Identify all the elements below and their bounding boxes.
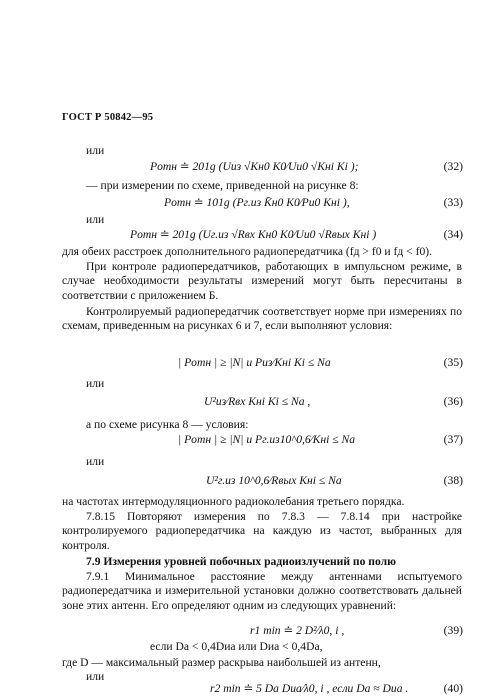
section-heading-7-9: 7.9 Измерения уровней побочных радиоизлучений по полю [86, 555, 396, 568]
equation-33: Pотн ≐ 101g (Pг.из K̄н0 K0⁄Pи0 Kнi ), [164, 196, 350, 209]
equation-number-32: (32) [443, 160, 463, 173]
text-ili-5: или [86, 670, 105, 683]
text-both-detunings: для обеих расстроек дополнительного радиопередатчика (fд > f0 и fд < f0). [62, 245, 433, 258]
equation-number-39: (39) [443, 624, 463, 637]
text-ili-3: или [86, 377, 105, 390]
equation-number-33: (33) [443, 196, 463, 209]
page-header: ГОСТ Р 50842—95 [62, 112, 154, 123]
condition-39: если Dа < 0,4Dиа или Dиа < 0,4Dа, [150, 640, 323, 653]
paragraph-7-8-15: 7.8.15 Повторяют измерения по 7.8.3 — 7.8.14 при настройке контролируемого радиопередатчика на каждую из частот, выбранных для контроля. [62, 510, 462, 552]
equation-number-38: (38) [443, 474, 463, 487]
paragraph-norm-conditions: Контролируемый радиопередатчик соответствует норме при измерениях по схемам, приведенным на рисунках 6 и 7, если выполняют условия: [62, 305, 462, 333]
equation-number-40: (40) [443, 682, 463, 695]
equation-35: | Pотн | ≥ |N| и Pиз⁄Kнi Ki ≤ Nа [178, 356, 331, 369]
equation-36: U²из⁄Rвх Kнi Ki ≤ Nа , [204, 395, 311, 408]
text-D-definition: где D — максимальный размер раскрыва наибольшей из антенн, [62, 656, 381, 669]
text-fig8-conditions: а по схеме рисунка 8 — условия: [86, 418, 249, 431]
equation-40: r2 min ≐ 5 Dа Dиа⁄λ0, i , если Dа ≈ Dиа . [210, 682, 409, 695]
equation-number-34: (34) [443, 228, 463, 241]
equation-37: | Pотн | ≥ |N| и Pг.из10^0,6⁄Kнi ≤ Nа [178, 433, 356, 446]
equation-number-37: (37) [443, 433, 463, 446]
text-ili-4: или [86, 455, 105, 468]
equation-32: Pотн ≐ 201g (Uиз √Kн0 K0⁄Uи0 √Kнi Ki ); [150, 160, 359, 173]
equation-39: r1 min ≐ 2 D²⁄λ0, i , [250, 624, 345, 637]
paragraph-7-9-1: 7.9.1 Минимальное расстояние между антеннами испытуемого радиопередатчика и измерительной установки должно соответствовать дальней зоне этих антенн. Его определяют одним из следующих уравнений: [62, 570, 462, 612]
equation-number-35: (35) [443, 356, 463, 369]
equation-number-36: (36) [443, 395, 463, 408]
text-intermod-freq: на частотах интермодуляционного радиоколебания третьего порядка. [62, 495, 405, 508]
text-ili-2: или [86, 213, 105, 226]
text-ili-1: или [86, 144, 105, 157]
paragraph-pulse-control: При контроле радиопередатчиков, работающих в импульсном режиме, в случае необходимости результаты измерений могут быть пересчитаны в соответствии с приложением Б. [62, 260, 462, 302]
equation-34: Pотн ≐ 201g (Uг.из √Rвх Kн0 K0⁄Uи0 √Rвых Kнi ) [130, 228, 377, 241]
equation-38: U²г.из 10^0,6⁄Rвых Kнi ≤ Nа [206, 474, 342, 487]
text-fig8: — при измерении по схеме, приведенной на рисунке 8: [86, 179, 359, 192]
